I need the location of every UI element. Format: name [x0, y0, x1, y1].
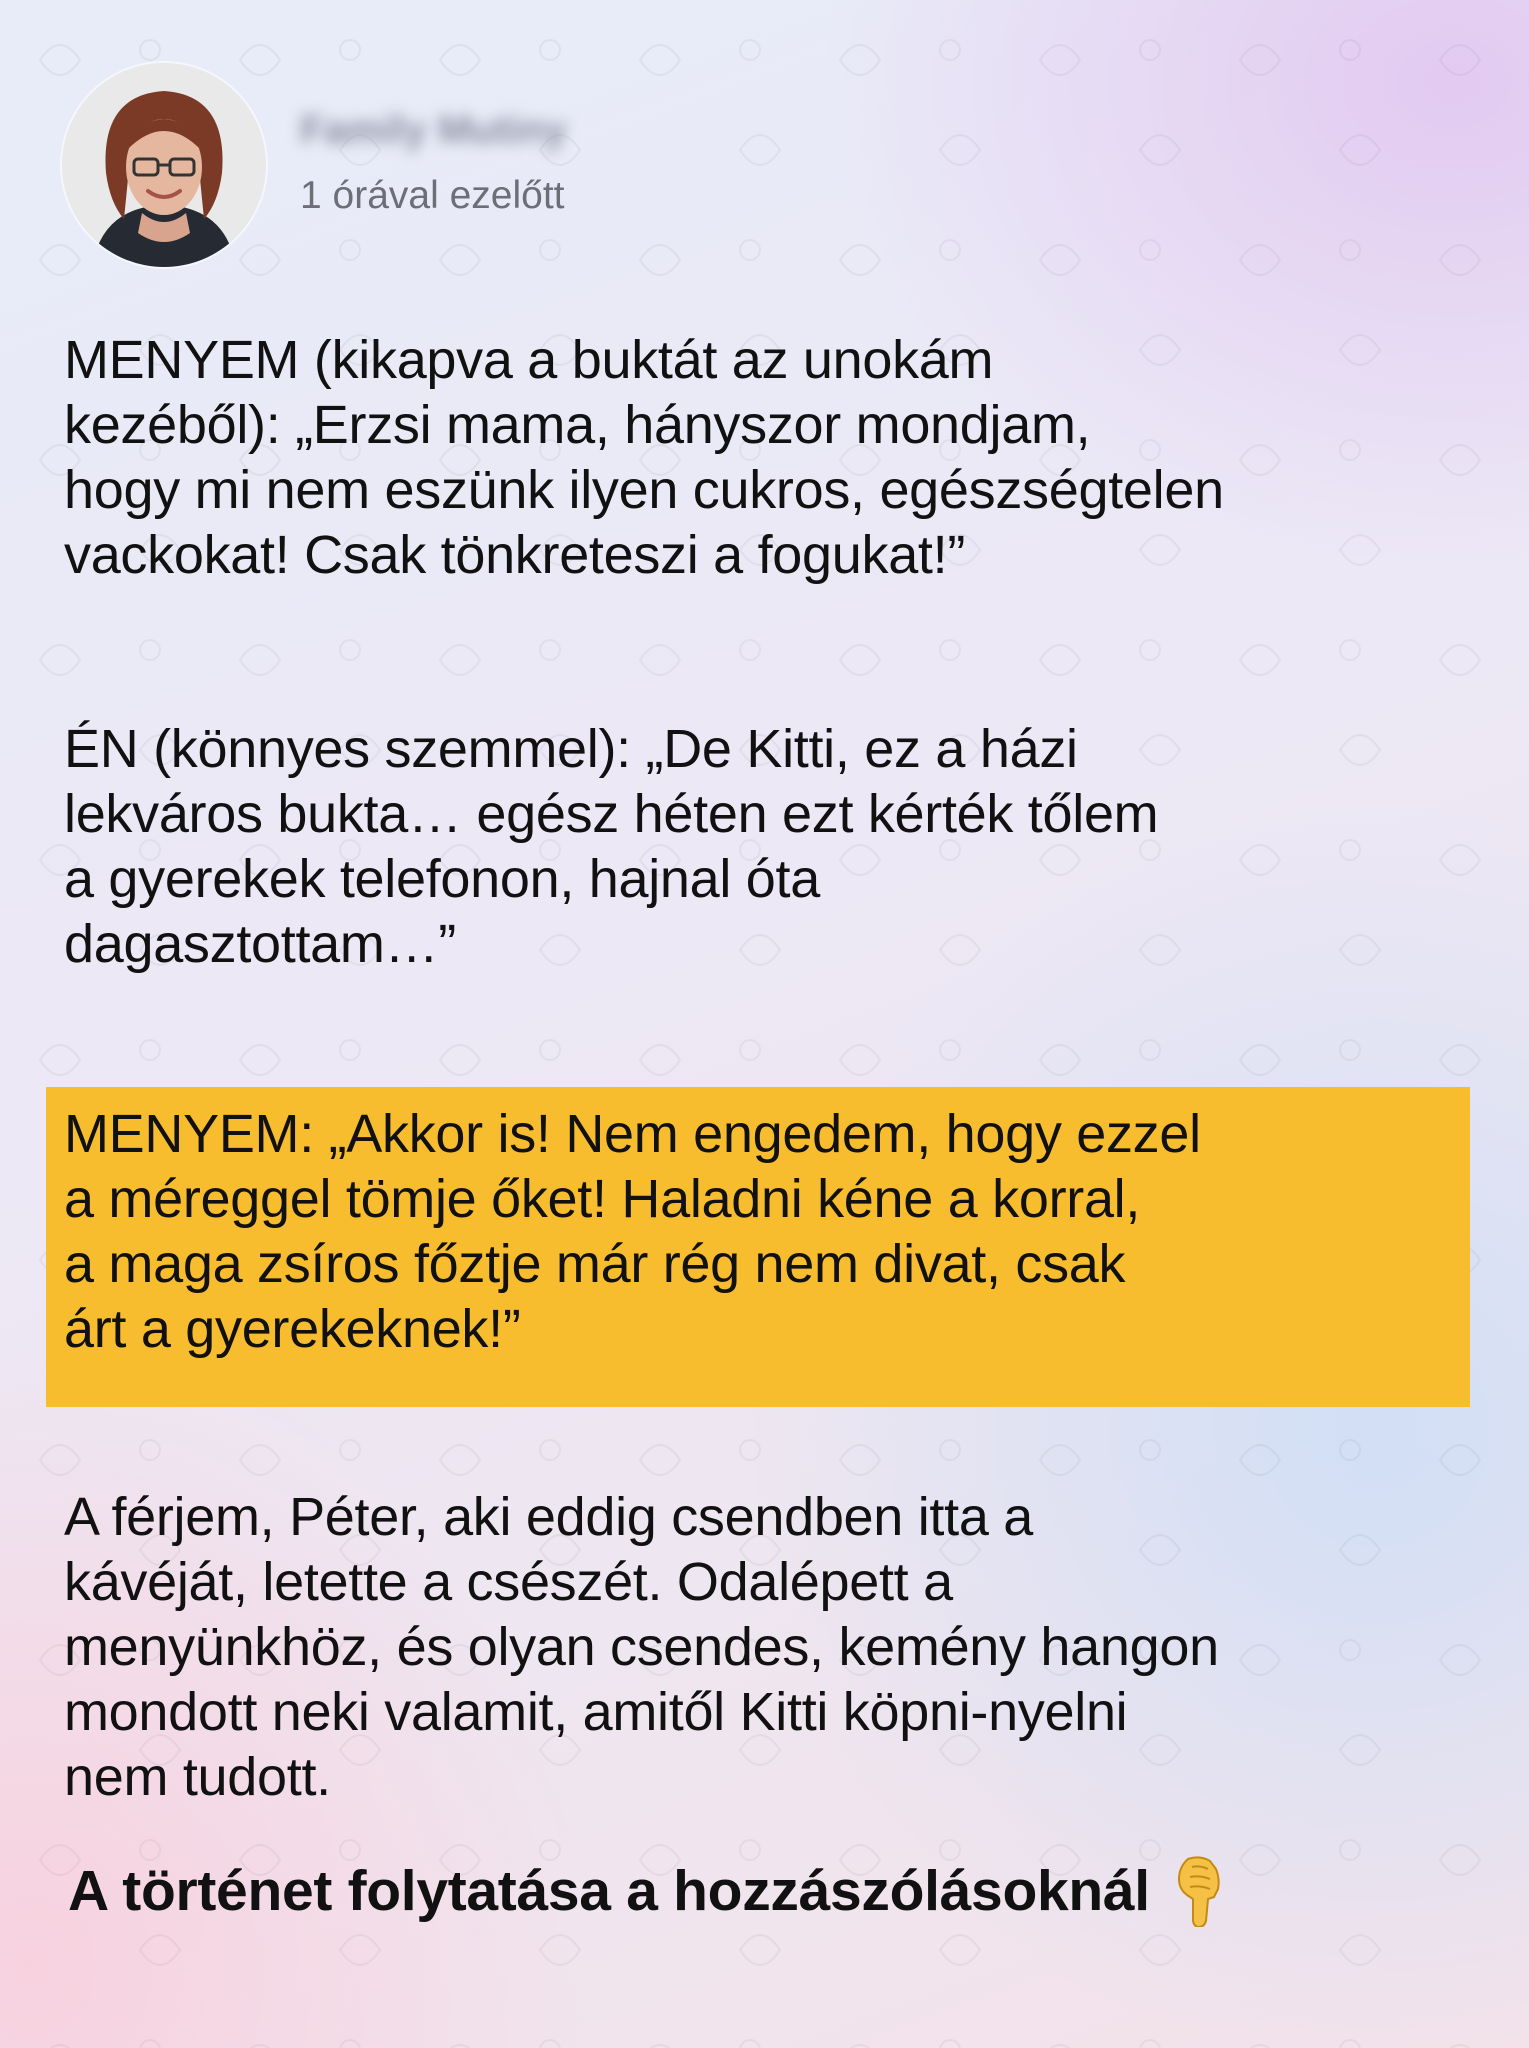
continue-in-comments-cta [68, 1855, 1226, 1927]
avatar[interactable] [62, 63, 266, 267]
cta-text: A történet folytatása a hozzászólásoknál [68, 1859, 1150, 1923]
post-paragraph-3-highlighted: MENYEM: „Akkor is! Nem engedem, hogy ezzel a méreggel tömje őket! Haladni kéne a korral, a maga zsíros főztje már rég nem divat, csak árt a gyerekeknek!” [64, 1104, 1201, 1359]
post-paragraph-2: ÉN (könnyes szemmel): „De Kitti, ez a házi lekváros bukta… egész héten ezt kérték tőlem a gyerekek telefonon, hajnal óta dagasztottam…” [64, 719, 1159, 974]
post-meta [300, 107, 567, 220]
post-paragraph-1: MENYEM (kikapva a buktát az unokám kezéből): „Erzsi mama, hányszor mondjam, hogy mi nem eszünk ilyen cukros, egészségtelen vackokat! Csak tönkreteszi a fogukat!” [64, 330, 1224, 585]
post-header [62, 62, 567, 267]
post-timestamp[interactable]: 1 órával ezelőtt [300, 173, 565, 217]
author-name[interactable]: Family Mutiny [300, 107, 567, 152]
post-paragraph-4: A férjem, Péter, aki eddig csendben itta a kávéját, letette a csészét. Odalépett a menyünkhöz, és olyan csendes, kemény hangon mondott neki valamit, amitől Kitti köpni-nyelni nem tudott. [64, 1487, 1219, 1807]
pointing-down-hand-icon [1174, 1855, 1226, 1927]
